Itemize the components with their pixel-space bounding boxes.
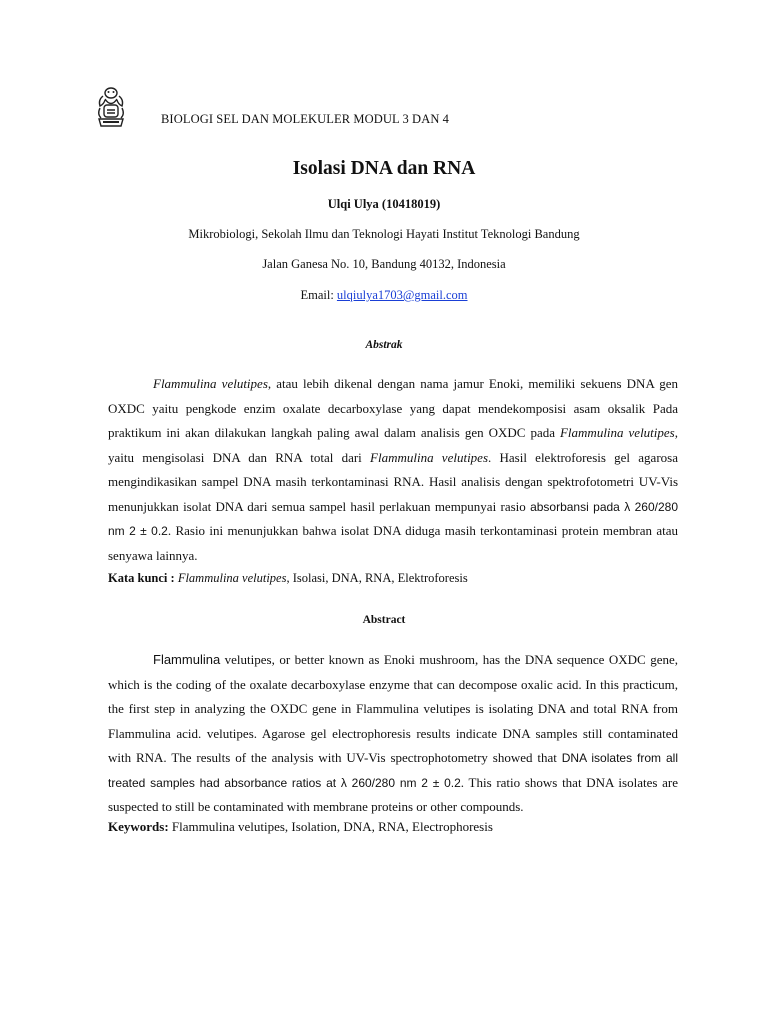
email-label: Email: bbox=[300, 288, 337, 302]
abstract-paragraph bbox=[108, 648, 678, 820]
first-word: Flammulina bbox=[153, 652, 221, 667]
keywords-rest: Flammulina velutipes, Isolation, DNA, RNA, Electrophoresis bbox=[168, 819, 493, 834]
abstract-heading: Abstract bbox=[362, 614, 406, 626]
species-name: Flammulina velutipes bbox=[370, 449, 489, 465]
abstrak-paragraph bbox=[108, 372, 678, 568]
email-line bbox=[0, 288, 768, 303]
kata-kunci-label: Kata kunci : bbox=[108, 571, 175, 585]
species-name: Flammulina velutipes bbox=[177, 571, 287, 585]
abstract-text-2: . This ratio shows that DNA isolates are suspected to still be contaminated with membrane proteins or other compounds. bbox=[108, 774, 678, 814]
abstrak-text-1: , atau lebih dikenal dengan nama jamur Enoki, memiliki sekuens DNA gen OXDC yaitu pengkode enzim oxalate decarboxylase yang dapat mendekomposisi asam oksalik Pada praktikum ini akan dilakukan langkah paling awal dalam analisis gen OXDC pada bbox=[108, 376, 679, 440]
author-line: Ulqi Ulya (10418019) bbox=[327, 197, 441, 211]
itb-ganesha-logo bbox=[94, 86, 128, 130]
kata-kunci-rest: , Isolasi, DNA, RNA, Elektroforesis bbox=[286, 571, 468, 585]
keywords-label: Keywords: bbox=[108, 819, 169, 834]
species-name: Flammulina velutipes bbox=[559, 425, 675, 440]
abstrak-text-4: . Rasio ini menunjukkan bahwa isolat DNA diduga masih terkontaminasi protein membran atau senyawa lainnya. bbox=[108, 523, 678, 563]
address: Jalan Ganesa No. 10, Bandung 40132, Indonesia bbox=[262, 257, 506, 271]
ratio-text: absorbansi pada λ 260/280 nm 2 ± 0.2 bbox=[108, 499, 678, 538]
abstract-text-1: velutipes, or better known as Enoki mushroom, has the DNA sequence OXDC gene, which is the coding of the oxalate decarboxylase enzyme that can decompose oxalic acid. In this practicum, the first step in analyzing the OXDC gene in Flammulina velutipes is isolating DNA and total RNA from Flammulina acid. velutipes. Agarose gel electrophoresis results indicate DNA samples still contaminated with RNA. The results of the analysis with UV-Vis spectrophotometry showed that bbox=[108, 652, 678, 765]
ratio-text-en: DNA isolates from all treated samples had absorbance ratios at λ 260/280 nm 2 ± 0.2 bbox=[108, 751, 678, 790]
email-link[interactable]: ulqiulya1703@gmail.com bbox=[336, 288, 468, 302]
species-name: Flammulina velutipes bbox=[153, 376, 268, 391]
abstrak-heading: Abstrak bbox=[365, 339, 403, 351]
kata-kunci-line bbox=[108, 571, 468, 586]
course-header: BIOLOGI SEL DAN MOLEKULER MODUL 3 DAN 4 bbox=[161, 112, 450, 126]
abstrak-text-3: . Hasil elektroforesis gel agarosa mengindikasikan sampel DNA masih terkontaminasi RNA. Hasil analisis dengan spektrofotometri UV-Vis menunjukkan isolat DNA dari semua sampel hasil perlakuan mempunyai rasio bbox=[108, 449, 678, 514]
affiliation: Mikrobiologi, Sekolah Ilmu dan Teknologi Hayati Institut Teknologi Bandung bbox=[188, 227, 580, 241]
keywords-line bbox=[108, 819, 493, 835]
paper-title: Isolasi DNA dan RNA bbox=[292, 158, 476, 179]
abstrak-text-2: , yaitu mengisolasi DNA dan RNA total dari bbox=[108, 425, 678, 465]
